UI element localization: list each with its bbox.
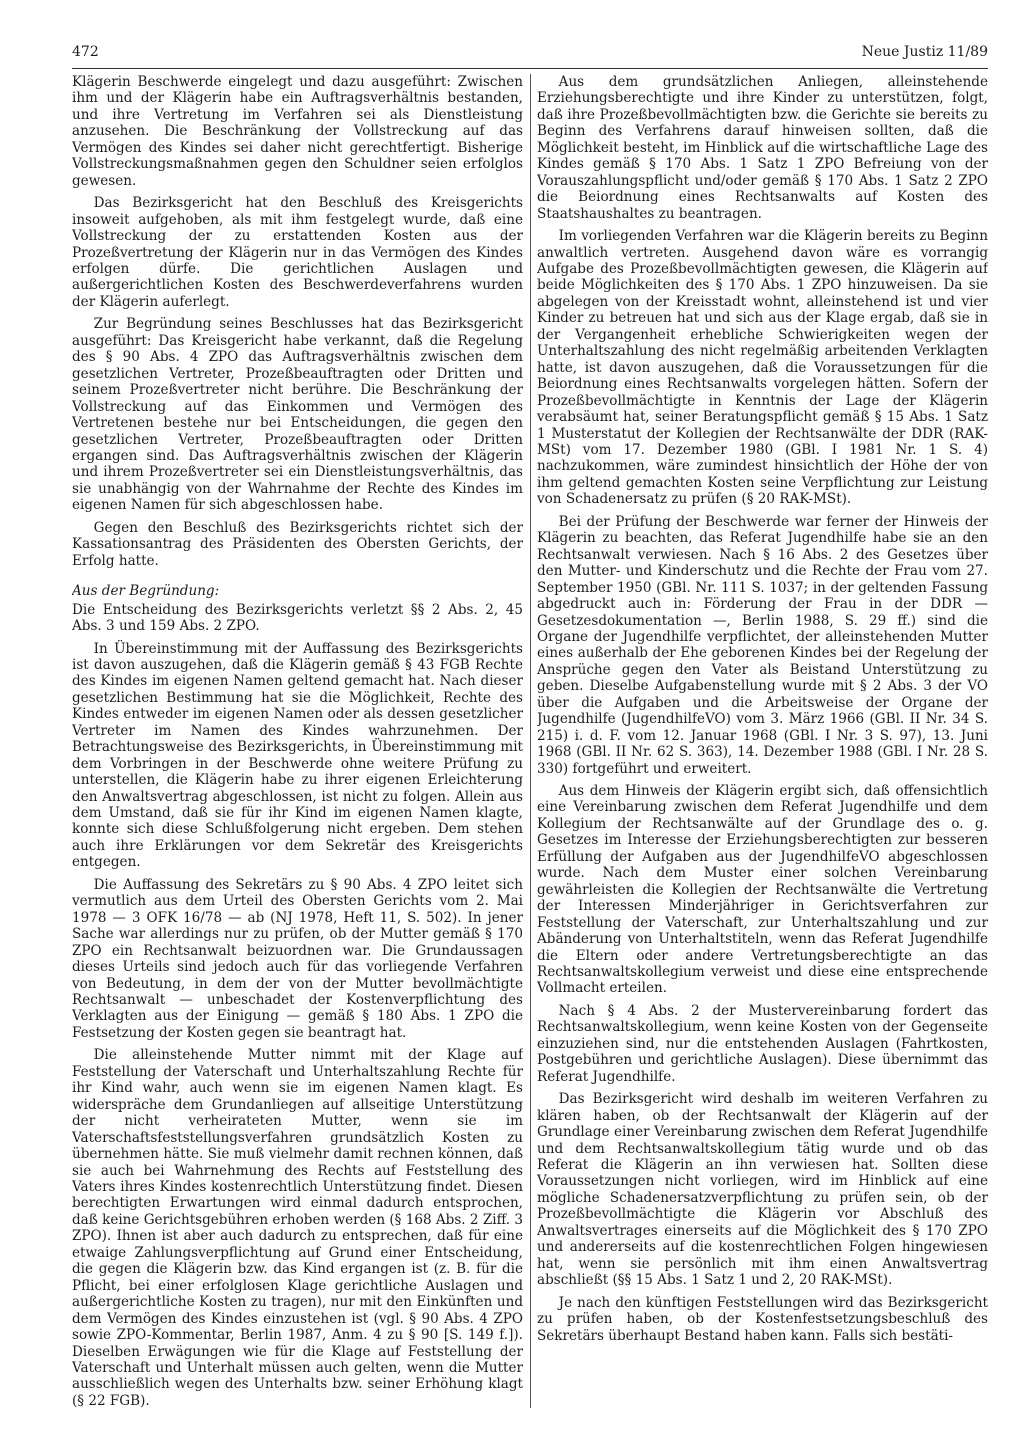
paragraph: Die Auffassung des Sekretärs zu § 90 Abs. 4 ZPO leitet sich vermutlich aus dem Urteil des Obersten Gerichts vom 2. Mai 1978 — 3 OFK 16/78 — ab (NJ 1978, Heft 11, S. 502). In jener Sache war allerdings nur zu prüfen, ob der Mutter gemäß § 170 ZPO ein Rechtsanwalt beizuordnen war. Die Grundaussagen dieses Urteils sind jedoch auch für das vorliegende Verfahren von Bedeutung, in dem der von der Mutter bevollmächtigte Rechtsanwalt — unbeschadet der Kostenverpflichtung des Verklagten aus der Einigung — gemäß § 180 Abs. 1 ZPO die Festsetzung der Kosten gegen sie beantragt hat. — [72, 876, 523, 1041]
header-rule — [72, 68, 988, 69]
paragraph: Die Entscheidung des Bezirksgerichts verletzt §§ 2 Abs. 2, 45 Abs. 3 und 159 Abs. 2 ZPO. — [72, 601, 523, 635]
paragraph: Bei der Prüfung der Beschwerde war ferner der Hinweis der Klägerin zu beachten, das Referat Jugendhilfe habe sie an den Rechtsanwalt verwiesen. Nach § 16 Abs. 2 des Gesetzes über den Mutter- und Kinderschutz und die Rechte der Frau vom 27. September 1950 (GBl. Nr. 111 S. 1037; in der geltenden Fassung abgedruckt auch in: Förderung der Frau in der DDR — Gesetzesdokumentation —, Berlin 1988, S. 29 ff.) sind die Organe der Jugendhilfe verpflichtet, der alleinstehenden Mutter eines außerhalb der Ehe geborenen Kindes bei der Regelung der Ansprüche gegen den Vater als Beistand Unterstützung zu geben. Dieselbe Aufgabenstellung wurde mit § 2 Abs. 3 der VO über die Aufgaben und die Arbeitsweise der Organe der Jugendhilfe (JugendhilfeVO) vom 3. März 1966 (GBl. II Nr. 34 S. 215) i. d. F. vom 12. Januar 1968 (GBl. I Nr. 3 S. 97), 13. Juni 1968 (GBl. II Nr. 62 S. 363), 14. Dezember 1988 (GBl. I Nr. 28 S. 330) fortgeführt und erweitert. — [537, 513, 988, 777]
paragraph: Je nach den künftigen Feststellungen wird das Bezirksgericht zu prüfen haben, ob der Kostenfestsetzungsbeschluß des Sekretärs überhaupt Bestand haben kann. Falls sich bestäti- — [537, 1294, 988, 1344]
left-column — [72, 74, 523, 1408]
journal-issue: Neue Justiz 11/89 — [861, 44, 988, 60]
text-columns — [72, 74, 988, 1408]
paragraph: Zur Begründung seines Beschlusses hat das Bezirksgericht ausgeführt: Das Kreisgericht habe verkannt, daß die Regelung des § 90 Abs. 4 ZPO das Auftragsverhältnis zwischen dem gesetzlichen Vertreter, Prozeßbeauftragten oder Dritten und seinem Prozeßvertreter nicht berühre. Die Beschränkung der Vollstreckung auf das Einkommen und Vermögen des Vertretenen bestehe nur bei Entscheidungen, die gegen den gesetzlichen Vertreter, Prozeßbeauftragten oder Dritten ergangen sind. Das Auftragsverhältnis zwischen der Klägerin und ihrem Prozeßvertreter sei ein Dienstleistungsverhältnis, das sie unabhängig von der Wahrnahme der Rechte des Kindes im eigenen Namen für sich abgeschlossen habe. — [72, 316, 523, 514]
paragraph: Das Bezirksgericht hat den Beschluß des Kreisgerichts insoweit aufgehoben, als mit ihm festgelegt wurde, daß eine Vollstreckung der zu erstattenden Kosten aus der Prozeßvertretung der Klägerin nur in das Vermögen des Kindes erfolgen dürfe. Die gerichtlichen Auslagen und außergerichtlichen Kosten des Beschwerdeverfahrens wurden der Klägerin auferlegt. — [72, 195, 523, 310]
paragraph: In Übereinstimmung mit der Auffassung des Bezirksgerichts ist davon auszugehen, daß die Klägerin gemäß § 43 FGB Rechte des Kindes im eigenen Namen geltend gemacht hat. Nach dieser gesetzlichen Bestimmung hat sie die Möglichkeit, Rechte des Kindes entweder im eigenen Namen oder als dessen gesetzlicher Vertreter im Namen des Kindes wahrzunehmen. Der Betrachtungsweise des Bezirksgerichts, in Übereinstimmung mit dem Vorbringen in der Beschwerde ohne weitere Prüfung zu unterstellen, die Klägerin habe zu ihrer eigenen Erleichterung den Anwaltsvertrag abgeschlossen, ist nicht zu folgen. Allein aus dem Umstand, daß sie für ihr Kind im eigenen Namen klagte, konnte sich diese Schlußfolgerung nicht ergeben. Dem stehen auch ihre Erklärungen vor dem Sekretär des Kreisgerichts entgegen. — [72, 640, 523, 871]
paragraph: Im vorliegenden Verfahren war die Klägerin bereits zu Beginn anwaltlich vertreten. Ausgehend davon wäre es vorrangig Aufgabe des Prozeßbevollmächtigten gewesen, die Klägerin auf beide Möglichkeiten des § 170 Abs. 1 ZPO hinzuweisen. Da sie abgelegen von der Kreisstadt wohnt, alleinstehend ist und vier Kinder zu betreuen hat und sich aus der Klage ergab, daß sie in der Vergangenheit erhebliche Schwierigkeiten wegen der Unterhaltszahlung des nicht regelmäßig arbeitenden Verklagten hatte, ist davon auszugehen, daß die Voraussetzungen für die Beiordnung eines Rechtsanwalts vorgelegen hätten. Sofern der Prozeßbevollmächtigte in Kenntnis der Lage der Klägerin verabsäumt hat, seiner Beratungspflicht gemäß § 15 Abs. 1 Satz 1 Musterstatut der Kollegien der Rechtsanwälte der DDR (RAK-MSt) vom 17. Dezember 1980 (GBl. I 1981 Nr. 1 S. 4) nachzukommen, wäre zumindest hinsichtlich der Höhe der von ihm geltend gemachten Kosten seine Verpflichtung zur Leistung von Schadenersatz zu prüfen (§ 20 RAK-MSt). — [537, 228, 988, 508]
paragraph: Nach § 4 Abs. 2 der Mustervereinbarung fordert das Rechtsanwaltskollegium, wenn keine Kosten von der Gegenseite einzuziehen sind, nur die entstehenden Auslagen (Fahrtkosten, Postgebühren und gerichtliche Auslagen). Diese übernimmt das Referat Jugendhilfe. — [537, 1002, 988, 1085]
page-number: 472 — [72, 44, 99, 60]
paragraph: Gegen den Beschluß des Bezirksgerichts richtet sich der Kassationsantrag des Präsidenten des Obersten Gerichts, der Erfolg hatte. — [72, 519, 523, 569]
right-column — [537, 74, 988, 1408]
section-subheading: Aus der Begründung: — [72, 583, 220, 600]
paragraph: Aus dem grundsätzlichen Anliegen, alleinstehende Erziehungsberechtigte und ihre Kinder zu unterstützen, folgt, daß ihre Prozeßbevollmächtigten bzw. die Gerichte sie bereits zu Beginn des Verfahrens darauf hinweisen sollten, daß die Möglichkeit besteht, im Hinblick auf die wirtschaftliche Lage des Kindes gemäß § 170 Abs. 1 Satz 1 ZPO Befreiung von der Vorauszahlungspflicht und/oder gemäß § 170 Abs. 1 Satz 2 ZPO die Beiordnung eines Rechtsanwalts auf Kosten des Staatshaushaltes zu beantragen. — [537, 74, 988, 222]
paragraph: Das Bezirksgericht wird deshalb im weiteren Verfahren zu klären haben, ob der Rechtsanwalt der Klägerin auf der Grundlage einer Vereinbarung zwischen dem Referat Jugendhilfe und dem Rechtsanwaltskollegium tätig wurde und ob das Referat die Klägerin an ihn verwiesen hat. Sollten diese Voraussetzungen nicht vorliegen, wird im Hinblick auf eine mögliche Schadenersatzverpflichtung zu prüfen sein, ob der Prozeßbevollmächtigte die Klägerin vor Abschluß des Anwaltsvertrages einerseits auf die Möglichkeit des § 170 ZPO und andererseits auf die kostenrechtlichen Folgen hingewiesen hat, wenn sie persönlich mit ihm einen Anwaltsvertrag abschließt (§§ 15 Abs. 1 Satz 1 und 2, 20 RAK-MSt). — [537, 1091, 988, 1289]
paragraph: Klägerin Beschwerde eingelegt und dazu ausgeführt: Zwischen ihm und der Klägerin habe ein Auftragsverhältnis bestanden, und ihre Vertretung im Verfahren sei als Dienstleistung anzusehen. Die Beschränkung der Vollstreckung auf das Vermögen des Kindes sei daher nicht gerechtfertigt. Bisherige Vollstreckungsmaßnahmen gegen den Schuldner seien erfolglos gewesen. — [72, 74, 523, 189]
column-divider — [530, 74, 531, 1408]
page-header — [72, 44, 988, 66]
paragraph: Die alleinstehende Mutter nimmt mit der Klage auf Feststellung der Vaterschaft und Unterhaltszahlung Rechte für ihr Kind wahr, auch wenn sie im eigenen Namen klagt. Es widerspräche dem Grundanliegen auf allseitige Unterstützung der nicht verheirateten Mutter, wenn sie im Vaterschaftsfeststellungsverfahren grundsätzlich Kosten zu übernehmen hätte. Sie muß vielmehr damit rechnen können, daß sie auch bei Wahrnehmung des Rechts auf Feststellung des Vaters ihres Kindes kostenrechtlich Unterstützung findet. Diesen berechtigten Erwartungen wird einmal dadurch entsprochen, daß keine Gerichtsgebühren erhoben werden (§ 168 Abs. 2 Ziff. 3 ZPO). Ihnen ist aber auch dadurch zu entsprechen, daß für eine etwaige Zahlungsverpflichtung auf Grund einer Entscheidung, die gegen die Klägerin bzw. das Kind ergangen ist (z. B. für die Pflicht, bei einer erfolglosen Klage gerichtliche Auslagen und außergerichtliche Kosten zu tragen), nur mit den Einkünften und dem Vermögen des Kindes einzustehen ist (vgl. § 90 Abs. 4 ZPO sowie ZPO-Kommentar, Berlin 1987, Anm. 4 zu § 90 [S. 149 f.]). Dieselben Erwägungen wie für die Klage auf Feststellung der Vaterschaft und Unterhalt müssen auch gelten, wenn die Mutter ausschließlich wegen des Unterhalts bzw. seiner Erhöhung klagt (§ 22 FGB). — [72, 1047, 523, 1408]
paragraph: Aus dem Hinweis der Klägerin ergibt sich, daß offensichtlich eine Vereinbarung zwischen dem Referat Jugendhilfe und dem Kollegium der Rechtsanwälte auf der Grundlage des o. g. Gesetzes im Interesse der Erziehungsberechtigten zur besseren Erfüllung der Aufgaben aus der JugendhilfeVO abgeschlossen wurde. Nach dem Muster einer solchen Vereinbarung gewährleisten die Kollegien der Rechtsanwälte die Vertretung der Interessen Minderjähriger in Gerichtsverfahren zur Feststellung der Vaterschaft, zur Unterhaltszahlung und zur Abänderung von Unterhaltstiteln, wenn das Referat Jugendhilfe die Eltern oder andere Vertretungsberechtigte an das Rechtsanwaltskollegium verweist und diese eine entsprechende Vollmacht erteilen. — [537, 783, 988, 997]
